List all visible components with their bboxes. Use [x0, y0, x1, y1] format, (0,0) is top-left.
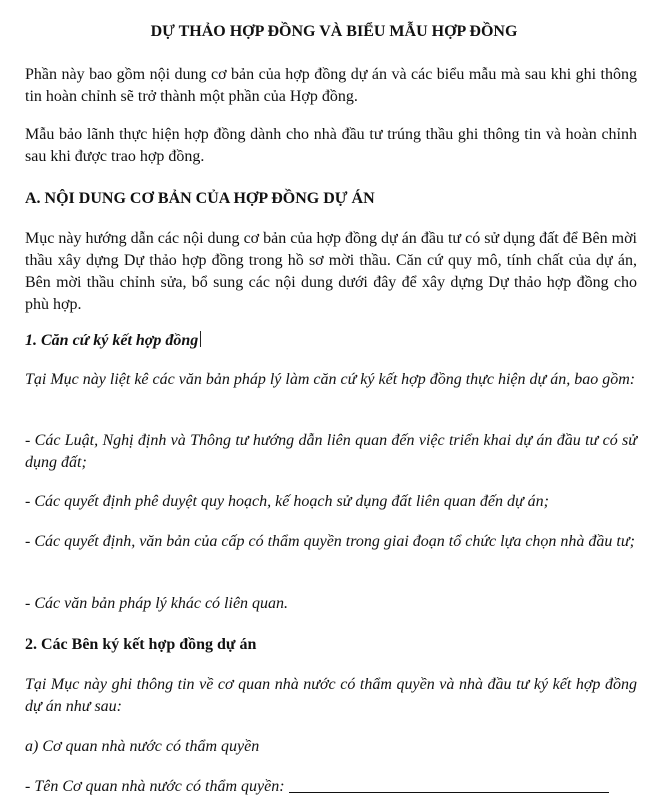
document-title: DỰ THẢO HỢP ĐỒNG VÀ BIỂU MẪU HỢP ĐỒNG [150, 23, 518, 40]
authority-name-field[interactable] [289, 778, 609, 793]
sub1-heading [25, 330, 637, 352]
intro-paragraph-1: Phần này bao gồm nội dung cơ bản của hợp đồng dự án và các biểu mẫu mà sau khi ghi thông tin hoàn chỉnh sẽ trở thành một phần của Hợp đồng. [25, 66, 637, 105]
sub1-item-2: - Các quyết định phê duyệt quy hoạch, kế hoạch sử dụng đất liên quan đến dự án; [25, 493, 549, 510]
sub2-heading: 2. Các Bên ký kết hợp đồng dự án [25, 636, 257, 653]
sub2-intro: Tại Mục này ghi thông tin về cơ quan nhà nước có thẩm quyền và nhà đầu tư ký kết hợp đồng dự án như sau: [25, 676, 637, 715]
field-label: - Tên Cơ quan nhà nước có thẩm quyền: [25, 778, 285, 795]
sub2-item-a: a) Cơ quan nhà nước có thẩm quyền [25, 738, 260, 755]
section-a-body: Mục này hướng dẫn các nội dung cơ bản của hợp đồng dự án đầu tư có sử dụng đất để Bên mời thầu xây dựng Dự thảo hợp đồng trong hồ sơ mời thầu. Căn cứ quy mô, tính chất của dự án, Bên mời thầu chỉnh sửa, bổ sung các nội dung dưới đây để xây dựng Dự thảo hợp đồng cho phù hợp. [25, 230, 637, 313]
intro-paragraph-2: Mẫu bảo lãnh thực hiện hợp đồng dành cho nhà đầu tư trúng thầu ghi thông tin và hoàn chỉnh sau khi được trao hợp đồng. [25, 126, 637, 165]
sub1-item-1: - Các Luật, Nghị định và Thông tư hướng dẫn liên quan đến việc triển khai dự án đầu tư có sử dụng đất; [25, 432, 637, 471]
sub1-intro: Tại Mục này liệt kê các văn bản pháp lý làm căn cứ ký kết hợp đồng thực hiện dự án, bao gồm: [25, 371, 636, 388]
sub1-item-4: - Các văn bản pháp lý khác có liên quan. [25, 595, 289, 612]
text-cursor-icon [200, 331, 201, 347]
section-a-heading: A. NỘI DUNG CƠ BẢN CỦA HỢP ĐỒNG DỰ ÁN [25, 190, 375, 207]
sub1-heading-text: 1. Căn cứ ký kết hợp đồng [25, 332, 199, 349]
sub2-field-row [25, 776, 637, 798]
sub1-item-3: - Các quyết định, văn bản của cấp có thẩm quyền trong giai đoạn tổ chức lựa chọn nhà đầu tư; [25, 533, 635, 550]
